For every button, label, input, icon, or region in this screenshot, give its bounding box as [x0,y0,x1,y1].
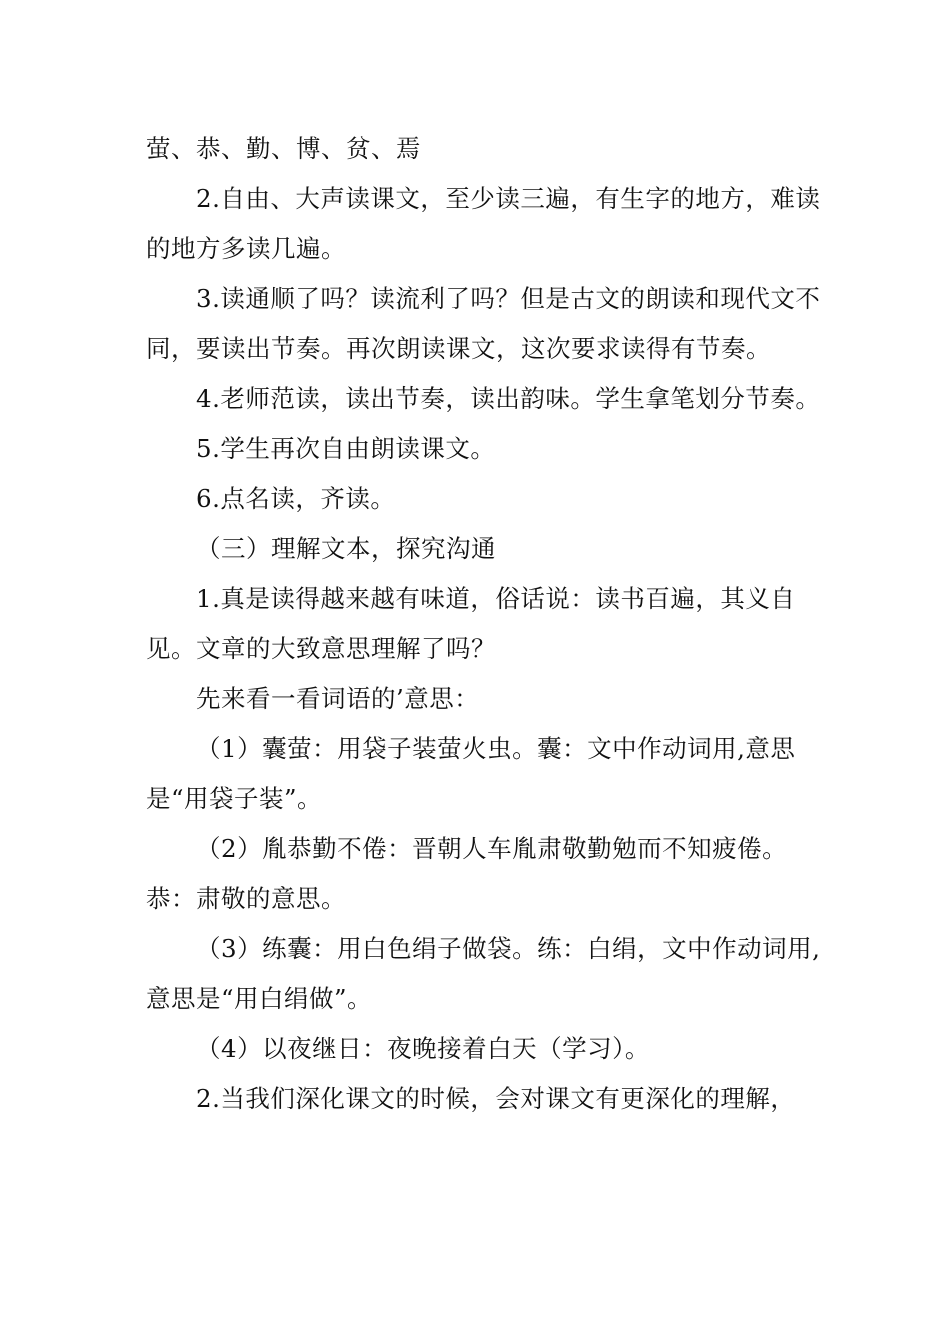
paragraph-understanding-1: 1.真是读得越来越有味道，俗话说：读书百遍，其义自见。文章的大致意思理解了吗？ [146,584,796,663]
vocab-item-3: （3）练囊：用白色绢子做袋。练：白绢，文中作动词用,意思是“用白绢做”。 [146,934,821,1013]
paragraph-step-6: 6.点名读，齐读。 [196,484,396,513]
vocab-item-4: （4）以夜继日：夜晚接着白天（学习）。 [196,1034,650,1063]
paragraph-vocab-intro: 先来看一看词语的’意思： [196,684,480,713]
paragraph-step-4: 4.老师范读，读出节奏，读出韵味。学生拿笔划分节奏。 [196,384,821,413]
vocab-item-2: （2）胤恭勤不倦：晋朝人车胤肃敬勤勉而不知疲倦。恭：肃敬的意思。 [146,834,788,913]
vocab-item-1: （1）囊萤：用袋子装萤火虫。囊：文中作动词用,意思是“用袋子装”。 [146,734,796,813]
paragraph-characters: 萤、恭、勤、博、贫、焉 [146,134,421,163]
paragraph-understanding-2: 2.当我们深化课文的时候，会对课文有更深化的理解， [196,1084,796,1113]
document-body [146,124,826,1124]
paragraph-step-5: 5.学生再次自由朗读课文。 [196,434,496,463]
section-heading: （三）理解文本，探究沟通 [196,534,496,563]
paragraph-step-3: 3.读通顺了吗？读流利了吗？但是古文的朗读和现代文不同，要读出节奏。再次朗读课文，这次要求读得有节奏。 [146,284,821,363]
paragraph-step-2: 2.自由、大声读课文，至少读三遍，有生字的地方，难读的地方多读几遍。 [146,184,821,263]
